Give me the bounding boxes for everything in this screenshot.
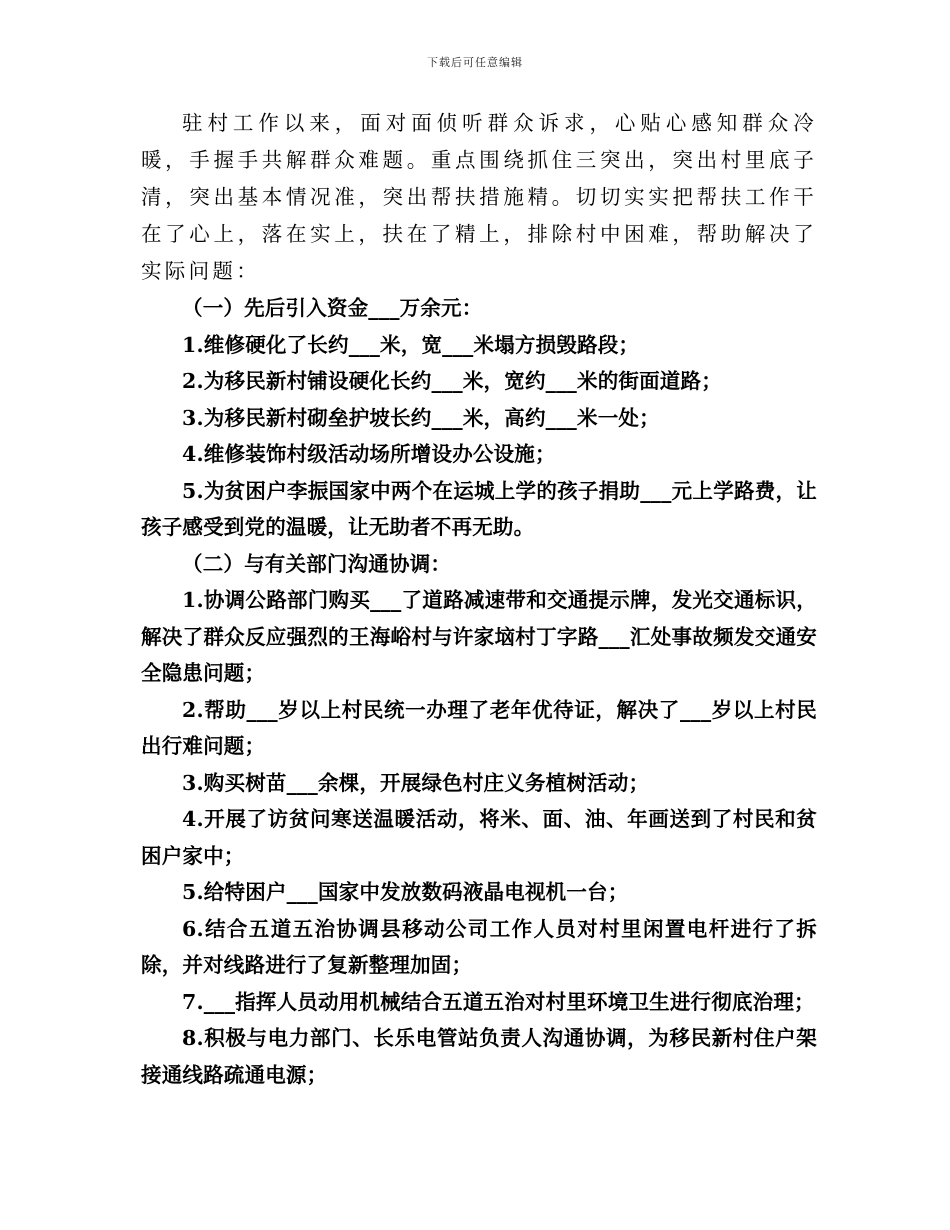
list-item: 4.维修装饰村级活动场所增设办公设施； (182, 442, 556, 466)
list-item: 6.结合五道五治协调县移动公司工作人员对村里闲置电杆进行了拆除，并对线路进行了复新整理加固； (141, 916, 817, 977)
list-item: 1.维修硬化了长约___米，宽___米塌方损毁路段； (182, 332, 640, 357)
section-heading-2: （二）与有关部门沟通协调： (182, 551, 452, 576)
list-item: 3.为移民新村砌垒护坡长约___米，高约___米一处； (182, 405, 660, 430)
list-item: 8.积极与电力部门、长乐电管站负责人沟通协调，为移民新村住户架接通线路疏通电源； (141, 1026, 817, 1087)
list-item: 7.___指挥人员动用机械结合五道五治对村里环境卫生进行彻底治理； (182, 989, 815, 1014)
list-item: 2.帮助___岁以上村民统一办理了老年优待证，解决了___岁以上村民出行难问题； (141, 697, 817, 758)
section-heading-1: （一）先后引入资金___万余元： (182, 296, 483, 320)
list-item: 5.给特困户___国家中发放数码液晶电视机一台； (182, 880, 629, 904)
document-body (141, 105, 817, 1093)
list-item: 5.为贫困户李振国家中两个在运城上学的孩子捐助___元上学路费，让孩子感受到党的温暖，让无助者不再无助。 (141, 478, 817, 539)
list-item: 3.购买树苗___余棵，开展绿色村庄义务植树活动； (182, 770, 650, 795)
list-item: 1.协调公路部门购买___了道路减速带和交通提示牌，发光交通标识，解决了群众反应强烈的王海峪村与许家垴村丁字路___汇处事故频发交通安全隐患问题； (141, 588, 817, 685)
list-item: 4.开展了访贫问寒送温暖活动，将米、面、油、年画送到了村民和贫困户家中； (141, 807, 817, 868)
intro-paragraph: 驻村工作以来，面对面侦听群众诉求，心贴心感知群众冷暖，手握手共解群众难题。重点围绕抓住三突出，突出村里底子清，突出基本情况准，突出帮扶措施精。切切实实把帮扶工作干在了心上，落在实上，扶在了精上，排除村中困难，帮助解决了实际问题： (141, 111, 817, 283)
page-header: 下载后可任意编辑 (427, 56, 523, 69)
list-item: 2.为移民新村铺设硬化长约___米，宽约___米的街面道路； (182, 369, 722, 393)
